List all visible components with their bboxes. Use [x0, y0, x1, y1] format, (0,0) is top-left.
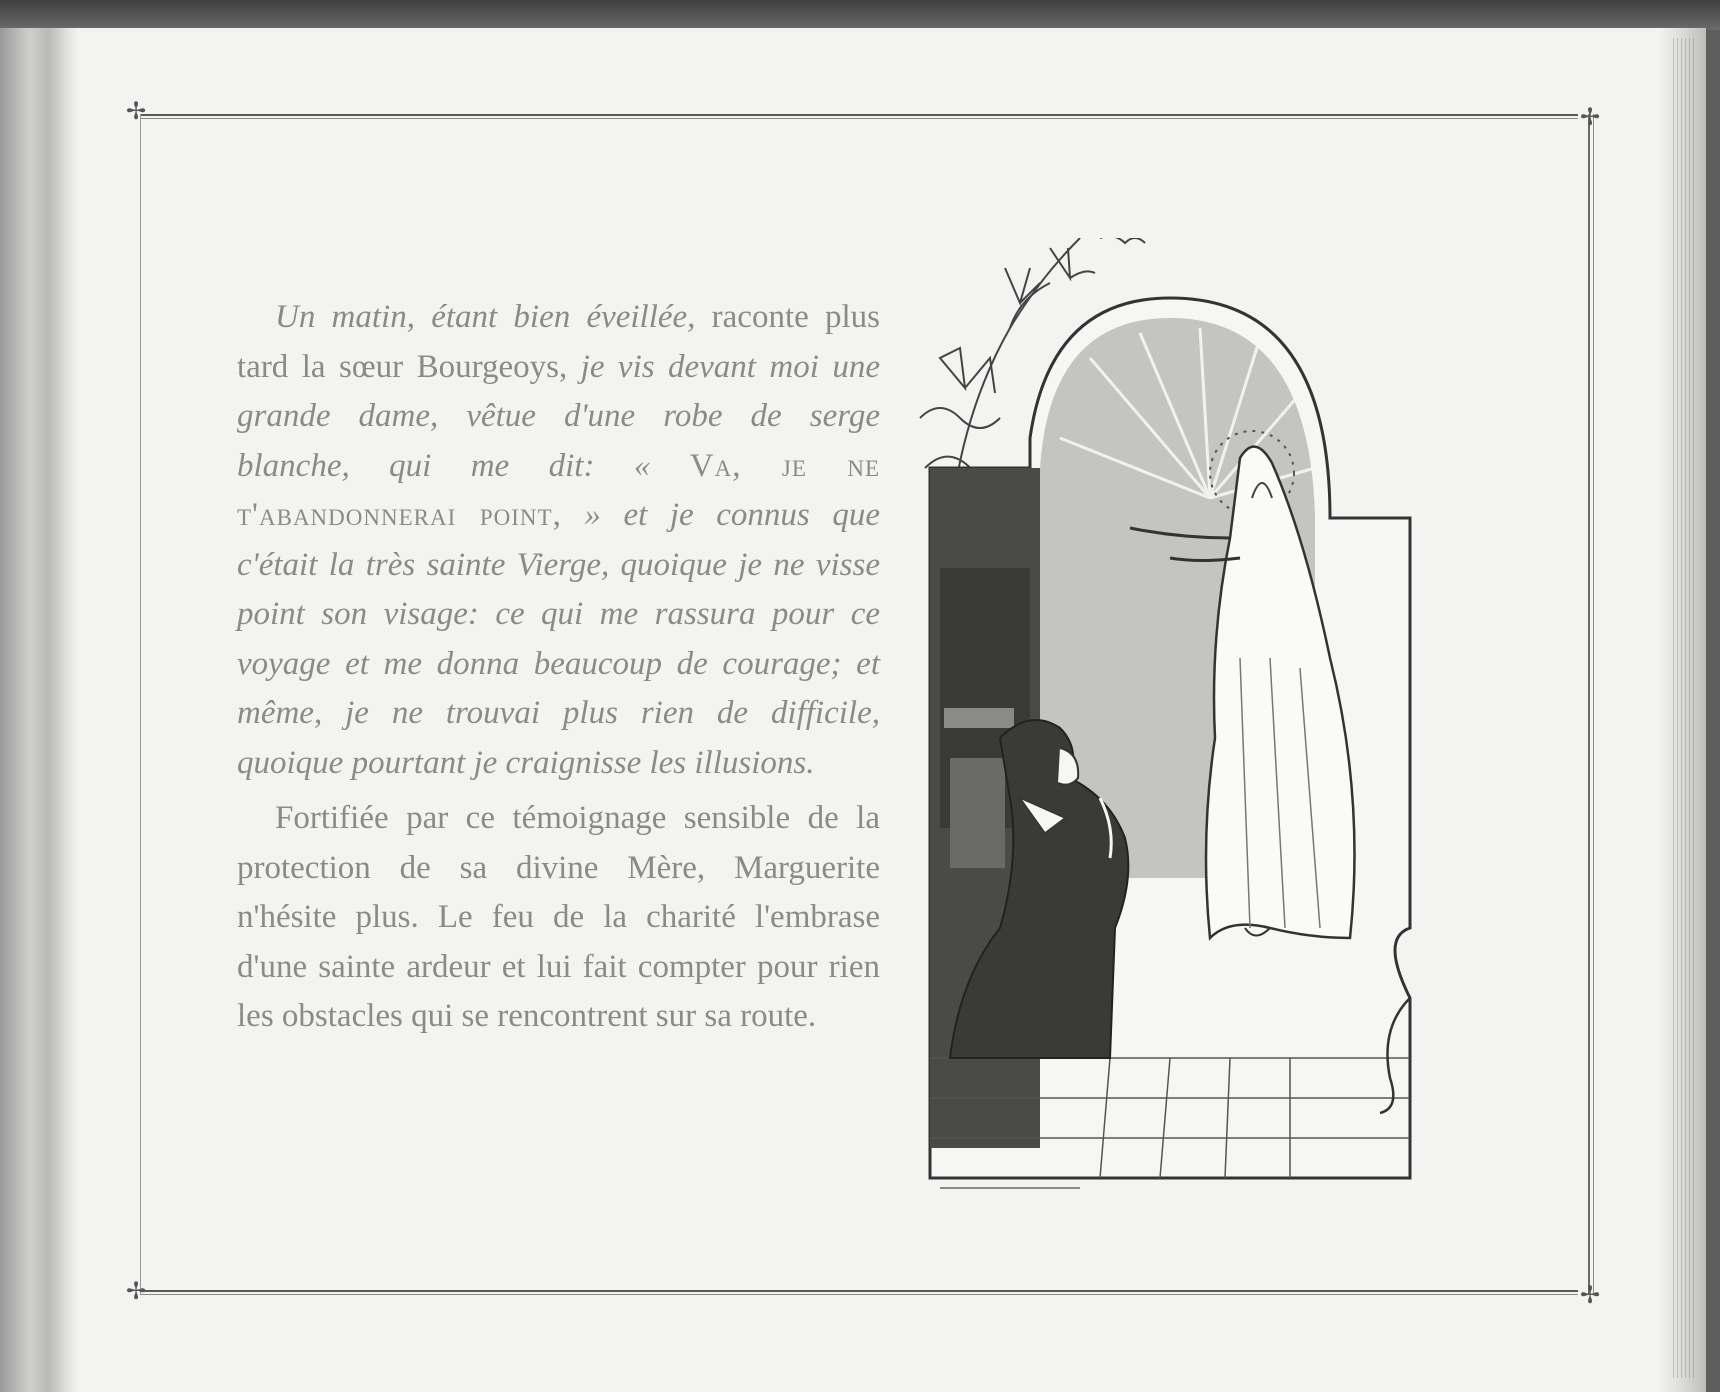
corner-ornament-tr: ✢: [1580, 105, 1601, 131]
text-column: [237, 293, 880, 1042]
engraving-illustration: [910, 238, 1490, 1198]
corner-ornament-tl: ✢: [126, 99, 147, 125]
corner-ornament-bl: ✢: [126, 1279, 147, 1305]
paragraph-1: Un matin, étant bien éveillée, raconte plus tard la sœur Bourgeoys, je vis devant moi une grande dame, vêtue d'une robe de serge blanche, qui me dit: « Va, je ne t'abandonnerai point, » et je connus que c'était la très sainte Vierge, quoique je ne visse point son visage: ce qui me rassura pour ce voyage et me donna beaucoup de courage; et même, je ne trouvai plus rien de difficile, quoique pourtant je craignisse les illusions.: [237, 299, 880, 781]
book-page: [0, 28, 1706, 1392]
corner-ornament-br: ✢: [1580, 1283, 1601, 1309]
paragraph-2: Fortifiée par ce témoignage sensible de la protection de sa divine Mère, Marguerite n'hésite plus. Le feu de la charité l'embrase d'une sainte ardeur et lui fait compter pour rien les obstacles qui se rencontrent sur sa route.: [237, 800, 880, 1034]
scan-top-edge: [0, 0, 1720, 30]
